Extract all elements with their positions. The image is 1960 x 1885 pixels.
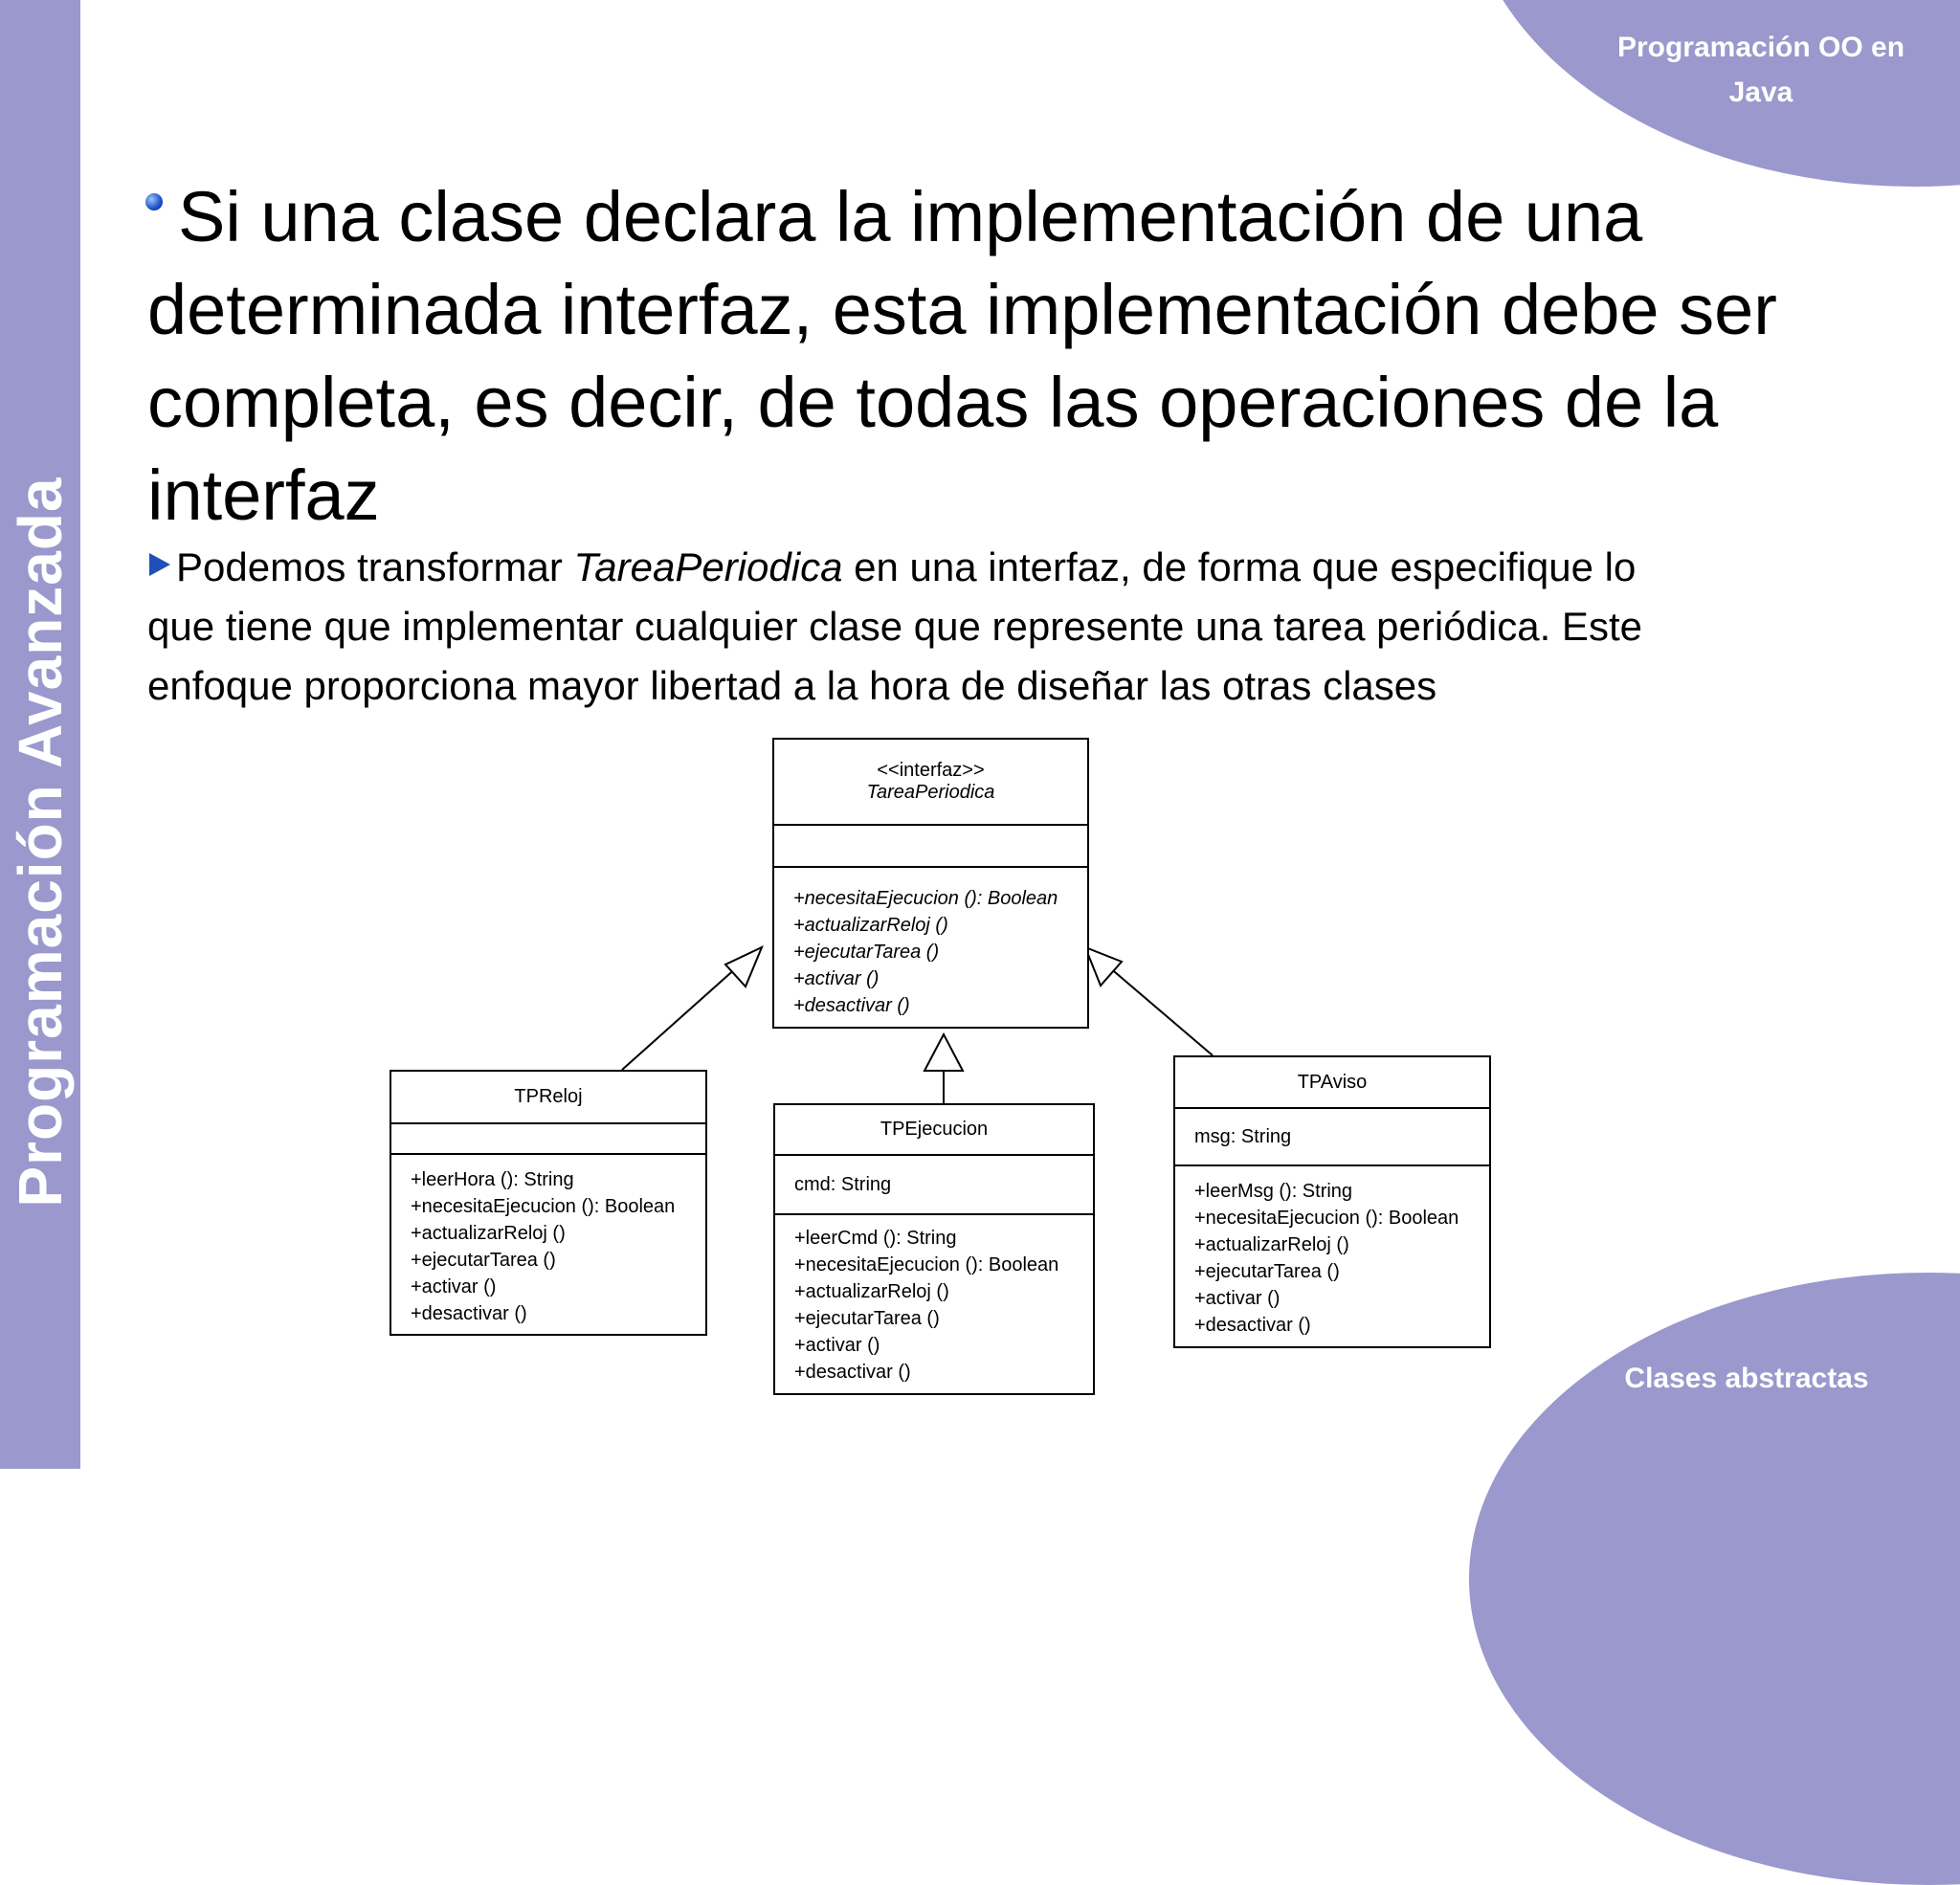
topic-title: Clases abstractas <box>1624 1363 1869 1394</box>
main-line-1: Si una clase declara la implementación de una <box>178 177 1643 256</box>
main-line-3: completa, es decir, de todas las operaciones de la <box>147 363 1719 442</box>
operation: +desactivar () <box>793 995 910 1016</box>
operation: +desactivar () <box>794 1362 911 1383</box>
operation: +ejecutarTarea () <box>794 1308 940 1329</box>
class-attributes-section <box>1175 1109 1489 1166</box>
class-attributes-section <box>775 1156 1093 1215</box>
attribute: cmd: String <box>794 1173 892 1195</box>
operation: +activar () <box>411 1276 497 1297</box>
class-operations-section <box>391 1155 705 1335</box>
main-line-4: interfaz <box>147 455 380 535</box>
operation: +ejecutarTarea () <box>793 942 940 963</box>
realization-arrowhead-tpreloj <box>725 947 762 987</box>
realization-arrowhead-tpejecucion <box>924 1034 963 1071</box>
operation: +desactivar () <box>1194 1315 1311 1336</box>
course-title-line1: Programación OO en <box>1616 32 1905 63</box>
operation: +ejecutarTarea () <box>1194 1261 1340 1282</box>
sub-line-3: enfoque proporciona mayor libertad a la hora de diseñar las otras clases <box>147 663 1437 708</box>
operation: +activar () <box>793 968 880 989</box>
realization-line-tpaviso <box>1108 966 1213 1055</box>
operation: +actualizarReloj () <box>794 1281 949 1302</box>
class-tpreloj <box>390 1070 707 1336</box>
class-name: TPAviso <box>1297 1071 1368 1093</box>
realization-line-tpreloj <box>622 966 738 1070</box>
operation: +leerMsg (): String <box>1194 1181 1353 1202</box>
operation: +necesitaEjecucion (): Boolean <box>793 888 1058 909</box>
attribute: msg: String <box>1194 1125 1292 1147</box>
operation: +leerHora (): String <box>411 1169 574 1190</box>
operation: +necesitaEjecucion (): Boolean <box>794 1254 1059 1275</box>
class-name: TPEjecucion <box>880 1119 989 1140</box>
class-name-section <box>1175 1057 1489 1109</box>
class-name: TPReloj <box>514 1086 583 1107</box>
interface-name-section <box>774 740 1087 826</box>
main-line-2: determinada interfaz, esta implementación debe ser <box>147 270 1777 349</box>
class-attributes-section <box>391 1124 705 1155</box>
operation: +actualizarReloj () <box>1194 1234 1349 1255</box>
interface-attributes-section <box>774 826 1087 868</box>
operation: +leerCmd (): String <box>794 1228 957 1249</box>
operation: +necesitaEjecucion (): Boolean <box>1194 1208 1459 1229</box>
operation: +activar () <box>1194 1288 1281 1309</box>
class-tpejecucion <box>773 1103 1095 1395</box>
sub-line-2: que tiene que implementar cualquier clase que represente una tarea periódica. Este <box>147 604 1642 649</box>
operation: +desactivar () <box>411 1303 527 1324</box>
sidebar-title: Programación Avanzada <box>6 477 75 1208</box>
operation: +activar () <box>794 1335 880 1356</box>
interface-tareaperiodica <box>772 738 1089 1029</box>
interface-name-emphasis: TareaPeriodica <box>573 544 843 589</box>
class-name-section <box>391 1072 705 1124</box>
class-name-section <box>775 1105 1093 1156</box>
class-tpaviso <box>1173 1055 1491 1348</box>
interface-name: TareaPeriodica <box>866 782 995 803</box>
interface-stereotype: <<interfaz>> <box>877 760 985 781</box>
operation: +ejecutarTarea () <box>411 1250 556 1271</box>
operation: +necesitaEjecucion (): Boolean <box>411 1196 676 1217</box>
operation: +actualizarReloj () <box>411 1223 566 1244</box>
class-operations-section <box>775 1215 1093 1393</box>
class-operations-section <box>1175 1166 1489 1346</box>
interface-operations-section <box>774 868 1087 1027</box>
sub-line-1: Podemos transformar TareaPeriodica en una interfaz, de forma que especifique lo <box>176 544 1637 589</box>
realization-arrowhead-tpaviso <box>1085 947 1122 986</box>
operation: +actualizarReloj () <box>793 915 948 936</box>
course-title-line2: Java <box>1728 77 1793 108</box>
